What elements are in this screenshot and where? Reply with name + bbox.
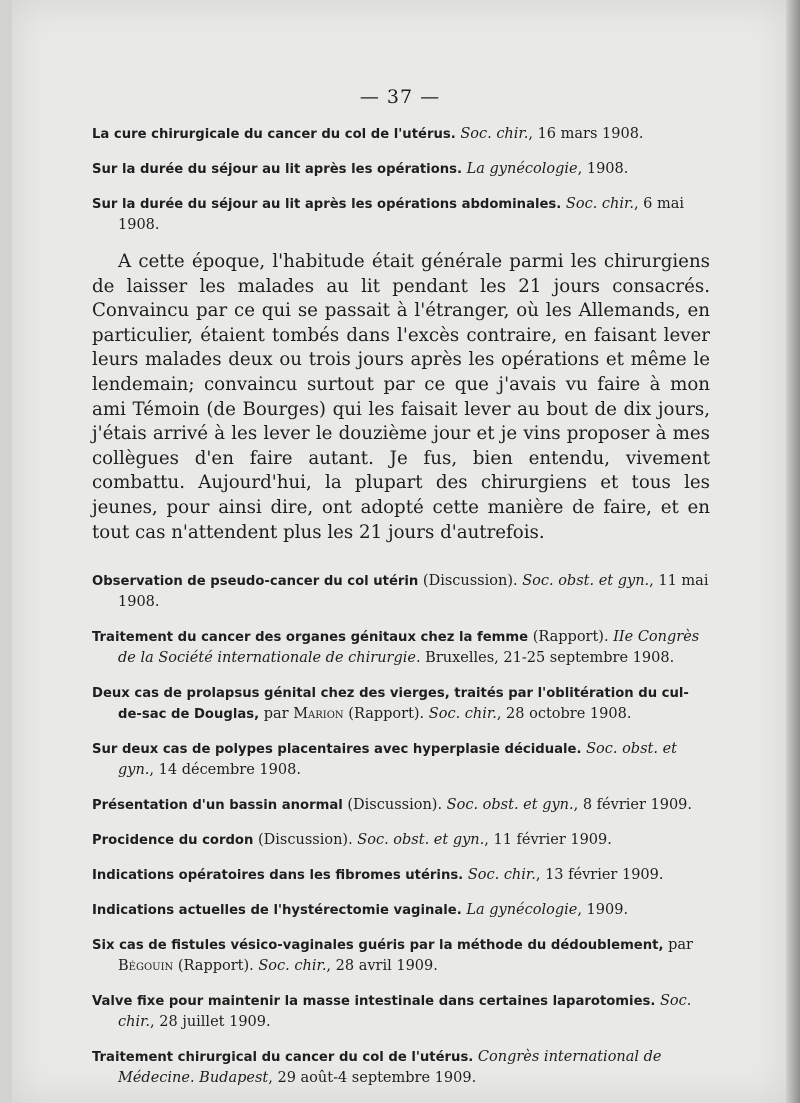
entry-note: (Rapport). [528,629,614,646]
entry-note: (Discussion). [342,797,447,814]
entry-title: Sur deux cas de polypes placentaires avec hyperplasie déciduale. [92,742,582,758]
entry-date: , 29 août-4 septembre 1909. [268,1070,477,1087]
bibliography-entry-13 [92,991,710,1033]
entry-title: Observation de pseudo-cancer du col utérin [92,574,419,590]
entry-title: Deux cas de prolapsus génital chez des vierges, traités par l'oblitération du cul-de-sac de Douglas, [92,686,689,723]
entry-by: par [259,706,294,723]
entry-date: , 28 juillet 1909. [150,1014,271,1031]
bibliography-entry-3 [92,194,710,236]
page-content [92,124,710,1103]
entry-source: Soc. chir. [118,993,692,1031]
page-gutter-shadow [786,0,800,1103]
bibliography-top [92,124,710,236]
entry-title: Traitement chirurgical du cancer du col de l'utérus. [92,1050,474,1066]
entry-date: , 13 février 1909. [535,867,664,884]
bibliography-entry-2 [92,159,710,180]
bibliography-entry-6 [92,683,710,725]
entry-title: Sur la durée du séjour au lit après les opérations abdominales. [92,197,562,212]
entry-source: IIe Congrès de la Société internationale de chirurgie. [118,629,700,667]
bibliography-entry-1 [92,124,710,145]
entry-date: , 8 février 1909. [573,797,693,814]
bibliography-entry-10 [92,865,710,886]
entry-date: , 28 octobre 1908. [496,706,632,723]
entry-note: (Rapport). [343,706,429,723]
entry-source: Soc. chir. [565,196,634,212]
entry-title: La cure chirurgicale du cancer du col de l'utérus. [92,127,456,142]
entry-source: La gynécologie [466,902,578,919]
entry-title: Procidence du cordon [92,833,254,849]
entry-note: (Discussion). [253,832,358,849]
entry-title: Traitement du cancer des organes génitaux chez la femme [92,630,529,646]
bibliography-entry-5 [92,627,710,669]
bibliography-entry-7 [92,739,710,781]
entry-date: Bruxelles, 21-25 septembre 1908. [420,650,675,667]
entry-author: Bégouin [118,958,174,975]
entry-date: , 1909. [577,902,629,919]
entry-date: , 11 mai 1908. [118,573,709,611]
entry-title: Valve fixe pour maintenir la masse intestinale dans certaines laparotomies. [92,994,656,1010]
entry-date: , 14 décembre 1908. [149,762,301,779]
entry-source: Soc. chir. [428,706,497,723]
body-paragraph: A cette époque, l'habitude était générale parmi les chirurgiens de laisser les malades au lit pendant les 21 jours consacrés. Convaincu par ce qui se passait à l'étranger, où les Allemands, en particulier, étaient tombés dans l'excès contraire, en faisant lever leurs malades deux ou trois jours après les opérations et même le lendemain; convaincu surtout par ce que j'avais vu faire à mon ami Témoin (de Bourges) qui les faisait lever au bout de dix jours, j'étais arrivé à les lever le douzième jour et je vins proposer à mes collègues d'en faire autant. Je fus, bien entendu, vivement combattu. Aujourd'hui, la plupart des chirurgiens et tous les jeunes, pour ainsi dire, ont adopté cette manière de faire, et en tout cas n'attendent plus les 21 jours d'autrefois. [92,251,710,543]
entry-source: Soc. obst. et gyn. [118,741,677,779]
entry-date: , 6 mai 1908. [118,196,685,233]
bibliography-entry-12 [92,935,710,977]
entry-title: Présentation d'un bassin anormal [92,798,343,814]
entry-title: Sur la durée du séjour au lit après les opérations. [92,162,463,177]
entry-source: Soc. chir. [467,867,536,884]
bibliography-entry-11 [92,900,710,921]
entry-source: Soc. chir. [258,958,327,975]
entry-by: par [663,937,693,954]
entry-source: Congrès international de Médecine. Budapest [118,1049,662,1087]
entry-date: , 16 mars 1908. [528,126,644,142]
entry-source: La gynécologie [466,161,578,177]
entry-date: , 1908. [577,161,629,177]
bibliography-entry-9 [92,830,710,851]
entry-note: (Discussion). [418,573,523,590]
entry-title: Indications actuelles de l'hystérectomie vaginale. [92,903,462,919]
entry-source: Soc. obst. et gyn. [357,832,485,849]
bibliography-entry-4 [92,571,710,613]
bibliography-bottom [92,571,710,1089]
entry-author: Marion [293,706,344,723]
entry-note: (Rapport). [173,958,259,975]
entry-date: , 28 avril 1909. [326,958,438,975]
entry-source: Soc. obst. et gyn. [446,797,574,814]
page-number: — 37 — [359,86,441,108]
entry-source: Soc. chir. [460,126,529,142]
entry-date: , 11 février 1909. [484,832,612,849]
entry-source: Soc. obst. et gyn. [522,573,650,590]
entry-title: Indications opératoires dans les fibromes utérins. [92,868,464,884]
entry-title: Six cas de fistules vésico-vaginales guéris par la méthode du dédoublement, [92,938,664,954]
bibliography-entry-8 [92,795,710,816]
bibliography-entry-14 [92,1047,710,1089]
